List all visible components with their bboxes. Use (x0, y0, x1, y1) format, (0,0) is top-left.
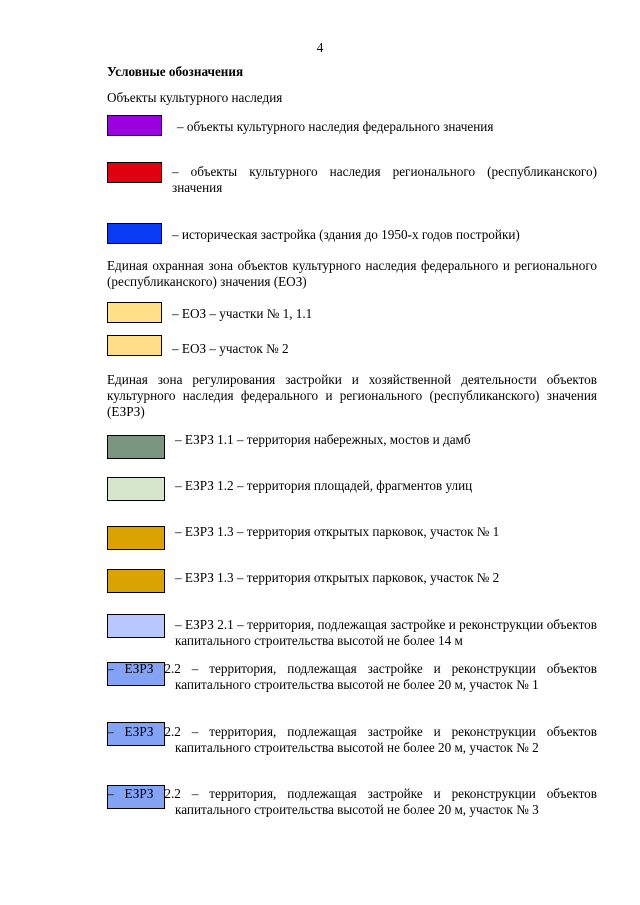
legend-label: – ЕОЗ – участки № 1, 1.1 (172, 306, 313, 321)
legend-label: – ЕЗРЗ 2.1 – территория, подлежащая застройке и реконструкции объектов капитального строительства высотой не более 14 м (175, 617, 597, 648)
legend-swatch (107, 569, 165, 593)
legend-label: – объекты культурного наследия федерального значения (177, 119, 494, 134)
legend-label: – ЕЗРЗ 1.3 – территория открытых парковок, участок № 1 (175, 524, 500, 539)
legend-label: – ЕЗРЗ 1.1 – территория набережных, мостов и дамб (175, 432, 471, 447)
legend-swatch (107, 477, 165, 501)
legend-swatch (107, 335, 162, 356)
legend-label: – ЕЗРЗ 2.2 – территория, подлежащая застройке и реконструкции объектов капитального строительства высотой не более 20 м, участок № 1 (107, 661, 597, 692)
legend-label: – ЕЗРЗ 1.3 – территория открытых парковок, участок № 2 (175, 570, 500, 585)
legend-swatch (107, 302, 162, 323)
legend-label: – ЕОЗ – участок № 2 (172, 341, 289, 356)
legend-label: – ЕЗРЗ 2.2 – территория, подлежащая застройке и реконструкции объектов капитального строительства высотой не более 20 м, участок № 2 (107, 724, 597, 755)
legend-label: – ЕЗРЗ 2.2 – территория, подлежащая застройке и реконструкции объектов капитального строительства высотой не более 20 м, участок № 3 (107, 786, 597, 817)
legend-swatch (107, 162, 162, 183)
legend-swatch (107, 526, 165, 550)
legend-swatch (107, 435, 165, 459)
legend-swatch (107, 115, 162, 136)
section-heritage-heading: Объекты культурного наследия (107, 90, 283, 105)
section-ezrz-heading: Единая зона регулирования застройки и хозяйственной деятельности объектов культурного наследия федерального и регионального (республиканского) значения (ЕЗРЗ) (107, 372, 597, 419)
legend-title: Условные обозначения (107, 64, 244, 79)
section-eoz-heading: Единая охранная зона объектов культурного наследия федерального и регионального (республиканского) значения (ЕОЗ) (107, 258, 597, 289)
legend-label: – объекты культурного наследия регионального (республиканского) значения (172, 164, 597, 195)
legend-label: – ЕЗРЗ 1.2 – территория площадей, фрагментов улиц (175, 478, 473, 493)
legend-swatch (107, 223, 162, 244)
page-number: 4 (316, 40, 324, 55)
legend-label: – историческая застройка (здания до 1950-х годов постройки) (172, 227, 520, 242)
legend-swatch (107, 614, 165, 638)
